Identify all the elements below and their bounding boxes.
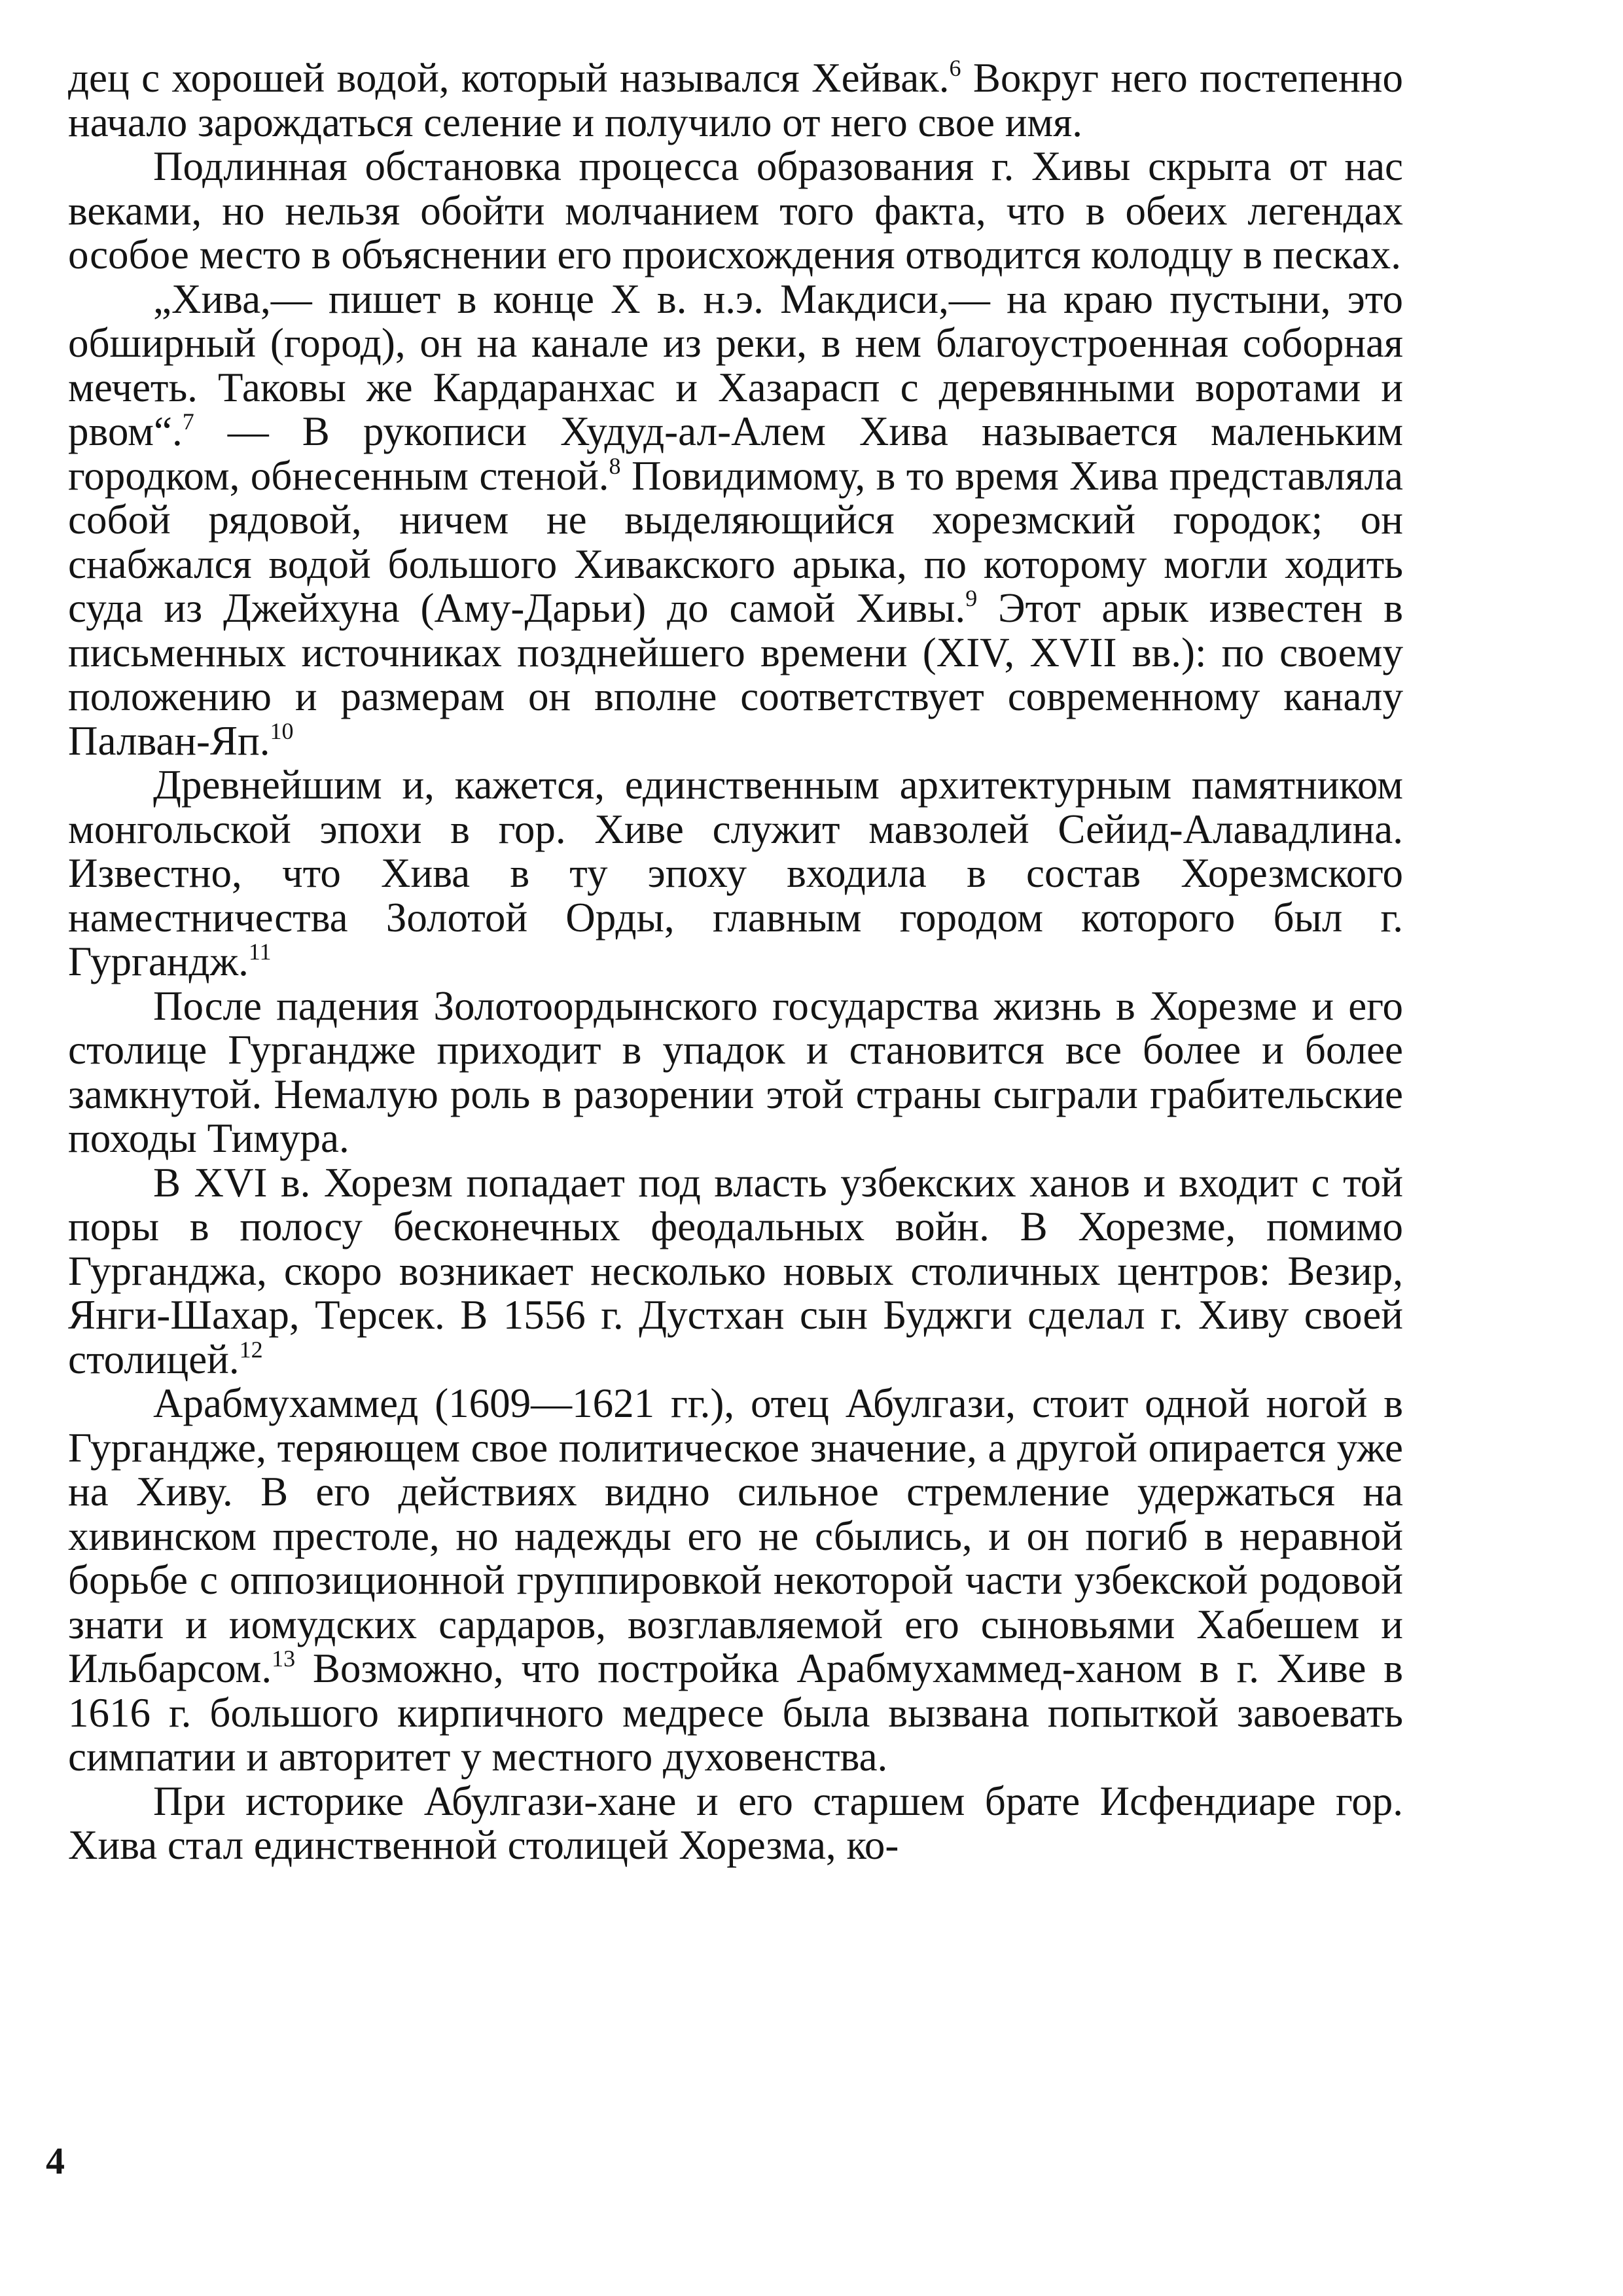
paragraph-3-text-cont: Повидимому, в то время Хива представляла собой рядовой, ничем не выделяющийся хорезмский городок; он снабжался водой большого Хивакского арыка, по которому могли ходить суда из Джейхуна (Аму-Дарьи) до самой Хивы. xyxy=(68,452,1403,631)
paragraph-3 xyxy=(68,278,1403,764)
paragraph-1 xyxy=(68,56,1403,145)
paragraph-4-text: Древнейшим и, кажется, единственным архитектурным памятником монгольской эпохи в гор. Хиве служит мавзолей Сейид-Алавадлина. Известно, что Хива в ту эпоху входила в состав Хорезмского наместничества Золотой Орды, главным городом которого был г. Гургандж. xyxy=(68,762,1403,984)
paragraph-1-text: дец с хорошей водой, который назывался Хейвак. xyxy=(68,55,950,101)
paragraph-3-text-end: Этот арык известен в письменных источниках позднейшего времени (XIV, XVII вв.): по своему положению и размерам он вполне соответствует современному каналу Палван-Яп. xyxy=(68,585,1403,764)
paragraph-7 xyxy=(68,1382,1403,1780)
paragraph-8 xyxy=(68,1780,1403,1868)
paragraph-7-text-end: Возможно, что постройка Арабмухаммед-ханом в г. Хиве в 1616 г. большого кирпичного медресе была вызвана попыткой завоевать симпатии и авторитет у местного духовенства. xyxy=(68,1645,1403,1780)
paragraph-8-text: При историке Абулгази-хане и его старшем брате Исфендиаре гор. Хива стал единственной столицей Хорезма, ко- xyxy=(68,1778,1403,1868)
footnote-ref-10: 10 xyxy=(270,717,294,744)
paragraph-7-text: Арабмухаммед (1609—1621 гг.), отец Абулгази, стоит одной ногой в Гургандже, теряющем свое политическое значение, а другой опирается уже на Хиву. В его действиях видно сильное стремление удержаться на хивинском престоле, но надежды его не сбылись, и он погиб в неравной борьбе с оппозиционной группировкой некоторой части узбекской родовой знати и иомудских сардаров, возглавляемой его сыновьями Хабешем и Ильбарсом. xyxy=(68,1380,1403,1691)
footnote-ref-13: 13 xyxy=(272,1645,296,1672)
footnote-ref-11: 11 xyxy=(248,939,272,965)
paragraph-5-text: После падения Золотоордынского государства жизнь в Хорезме и его столице Гургандже приходит в упадок и становится все более и более замкнутой. Немалую роль в разорении этой страны сыграли грабительские походы Тимура. xyxy=(68,982,1403,1161)
paragraph-2-text: Подлинная обстановка процесса образования г. Хивы скрыта от нас веками, но нельзя обойти молчанием того факта, что в обеих легендах особое место в объяснении его происхождения отводится колодцу в песках. xyxy=(68,143,1403,278)
page-number: 4 xyxy=(46,2140,65,2182)
paragraph-3-text: „Хива,— пишет в конце X в. н.э. Макдиси,— на краю пустыни, это обширный (город), он на канале из реки, в нем благоустроенная соборная мечеть. Таковы же Кардаранхас и Хазарасп с деревянными воротами и рвом“. xyxy=(68,276,1403,454)
footnote-ref-12: 12 xyxy=(239,1336,263,1363)
footnote-ref-7: 7 xyxy=(182,408,194,435)
footnote-ref-8: 8 xyxy=(609,452,621,479)
paragraph-5 xyxy=(68,984,1403,1161)
paragraph-2 xyxy=(68,145,1403,278)
page-body xyxy=(68,56,1403,1868)
paragraph-1-text-end: Вокруг него постепенно начало зарождаться селение и получило от него свое имя. xyxy=(68,55,1404,145)
footnote-ref-6: 6 xyxy=(949,55,961,81)
footnote-ref-9: 9 xyxy=(965,585,978,611)
paragraph-3-text-mid: — В рукописи Худуд-ал-Алем Хива называется маленьким городком, обнесенным стеной. xyxy=(68,408,1403,499)
paragraph-4 xyxy=(68,763,1403,984)
paragraph-6 xyxy=(68,1161,1403,1382)
paragraph-6-text: В XVI в. Хорезм попадает под власть узбекских ханов и входит с той поры в полосу бесконечных феодальных войн. В Хорезме, помимо Гурганджа, скоро возникает несколько новых столичных центров: Везир, Янги-Шахар, Терсек. В 1556 г. Дустхан сын Буджги сделал г. Хиву своей столицей. xyxy=(68,1159,1403,1382)
